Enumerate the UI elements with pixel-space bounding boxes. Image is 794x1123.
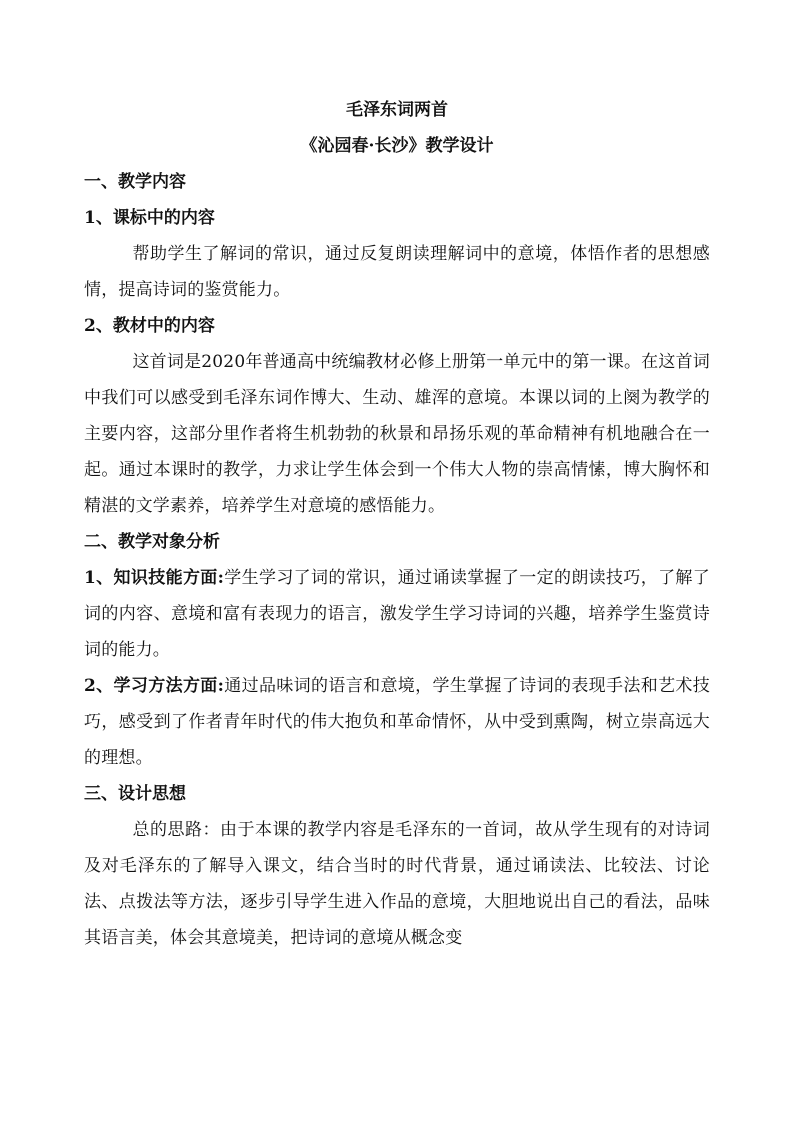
subheading-curriculum-standard: 1、课标中的内容 [84,208,215,228]
document-subtitle: 《沁园春·长沙》教学设计 [300,136,494,156]
paragraph-curriculum-standard: 帮助学生了解词的常识，通过反复朗读理解词中的意境，体悟作者的思想感情，提高诗词的鉴赏能力。 [84,244,710,300]
text-knowledge-skills: 学生学习了词的常识，通过诵读掌握了一定的朗读技巧，了解了词的内容、意境和富有表现力的语言，激发学生学习诗词的兴趣，培养学生鉴赏诗词的能力。 [84,568,710,660]
paragraph-design-thinking: 总的思路：由于本课的教学内容是毛泽东的一首词，故从学生现有的对诗词及对毛泽东的了解导入课文，结合当时的时代背景，通过诵读法、比较法、讨论法、点拨法等方法，逐步引导学生进入作品的意境，大胆地说出自己的看法，品味其语言美，体会其意境美，把诗词的意境从概念变 [84,820,710,948]
lead-learning-methods: 2、学习方法方面: [84,676,225,696]
section-heading-design-thinking: 三、设计思想 [84,784,186,804]
document-title: 毛泽东词两首 [346,100,448,120]
subheading-textbook-content: 2、教材中的内容 [84,316,215,336]
document-body [84,92,710,956]
paragraph-learning-methods [84,668,710,776]
text-learning-methods: 通过品味词的语言和意境，学生掌握了诗词的表现手法和艺术技巧，感受到了作者青年时代的伟大抱负和革命情怀，从中受到熏陶，树立崇高远大的理想。 [84,676,710,768]
lead-knowledge-skills: 1、知识技能方面: [84,568,225,588]
paragraph-textbook-content: 这首词是2020年普通高中统编教材必修上册第一单元中的第一课。在这首词中我们可以感受到毛泽东词作博大、生动、雄浑的意境。本课以词的上阕为教学的主要内容，这部分里作者将生机勃勃的秋景和昂扬乐观的革命精神有机地融合在一起。通过本课时的教学，力求让学生体会到一个伟大人物的崇高情愫，博大胸怀和精湛的文学素养，培养学生对意境的感悟能力。 [84,352,710,516]
section-heading-teaching-content: 一、教学内容 [84,172,186,192]
paragraph-knowledge-skills [84,560,710,668]
section-heading-student-analysis: 二、教学对象分析 [84,532,220,552]
